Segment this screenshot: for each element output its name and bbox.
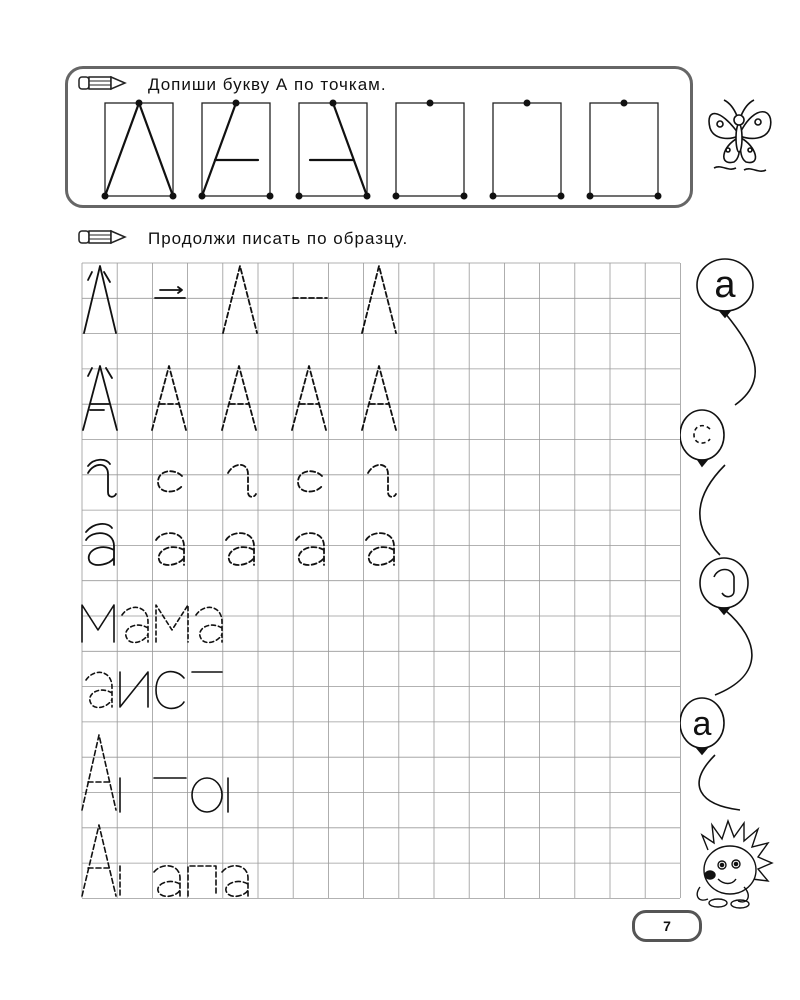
- task-1-instruction: Допиши букву А по точкам.: [148, 75, 387, 94]
- page-number: 7: [632, 910, 702, 942]
- word-aist: [86, 672, 222, 709]
- balloon-4-letter: а: [692, 705, 712, 743]
- balloon-1-letter: а: [714, 264, 736, 306]
- word-anton: [82, 735, 228, 812]
- balloon-3: [700, 558, 748, 614]
- hedgehog-icon: [688, 815, 778, 910]
- task-2-instruction: Продолжи писать по образцу.: [148, 229, 409, 248]
- balloon-column: [680, 255, 790, 815]
- word-mama: [82, 605, 222, 642]
- balloon-2: [680, 410, 724, 466]
- word-anapa: [82, 825, 248, 896]
